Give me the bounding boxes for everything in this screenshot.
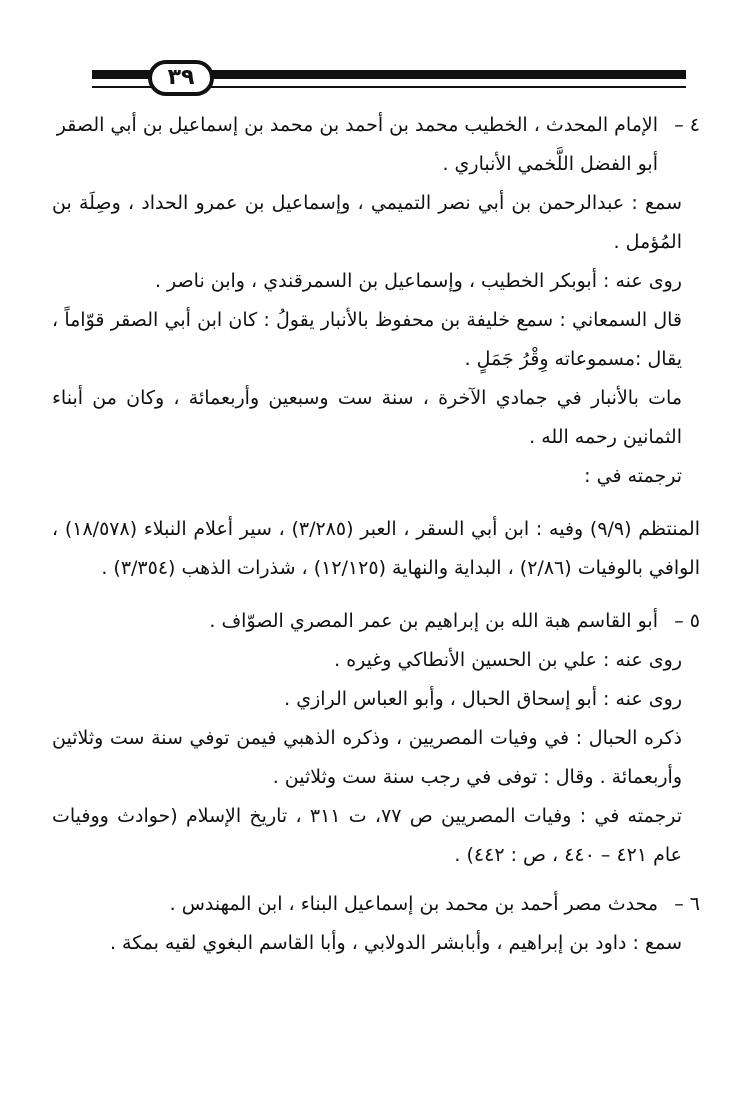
entry-number: ٦ – xyxy=(674,893,700,915)
entry-4-heading xyxy=(52,106,700,184)
entry-title-line: أبو الفضل اللَّخمي الأنباري . xyxy=(442,153,658,175)
entry-4-heard: سمع : عبدالرحمن بن أبي نصر التميمي ، وإسماعيل بن عمرو الحداد ، وصِلَة بن المُؤمل . xyxy=(52,192,682,253)
entry-number: ٥ – xyxy=(674,610,700,632)
entry-title xyxy=(52,106,658,184)
entry-4-biography-label: ترجمته في : xyxy=(584,465,682,487)
entry-5-heading xyxy=(52,602,700,641)
entry-5-mention: ذكره الحبال : في وفيات المصريين ، وذكره الذهبي فيمن توفي سنة ست وثلاثين وأربعمائة . وقال : توفى في رجب سنة ست وثلاثين . xyxy=(52,727,682,788)
entry-6-heading xyxy=(52,885,700,924)
entry-4-narrators: روى عنه : أبوبكر الخطيب ، وإسماعيل بن السمرقندي ، وابن ناصر . xyxy=(154,270,682,292)
page-header xyxy=(0,0,753,110)
entry-4-quote: قال السمعاني : سمع خليفة بن محفوظ بالأنبار يقولُ : كان ابن أبي الصقر قوّاماً ، يقال :مسموعاته وِقْرُ جَمَلٍ . xyxy=(52,309,682,370)
entry-title-line: الإمام المحدث ، الخطيب محمد بن أحمد بن محمد بن إسماعيل بن أبي الصقر xyxy=(56,114,658,136)
page-body xyxy=(52,106,700,963)
entry-5-narrators-1: روى عنه : علي بن الحسين الأنطاكي وغيره . xyxy=(334,649,682,671)
entry-5-narrators-2: روى عنه : أبو إسحاق الحبال ، وأبو العباس الرازي . xyxy=(284,688,682,710)
entry-6-heard: سمع : داود بن إبراهيم ، وأبابشر الدولابي ، وأبا القاسم البغوي لقيه بمكة . xyxy=(109,932,682,954)
entry-4-references: المنتظم (٩/٩) وفيه : ابن أبي السقر ، العبر (٣/٢٨٥) ، سير أعلام النبلاء (١٨/٥٧٨) ، الوافي بالوفيات (٢/٨٦) ، البداية والنهاية (١٢/١٢٥) ، شذرات الذهب (٣/٣٥٤) . xyxy=(52,518,700,579)
entry-title: أبو القاسم هبة الله بن إبراهيم بن عمر المصري الصوّاف . xyxy=(209,610,658,632)
entry-title: محدث مصر أحمد بن محمد بن إسماعيل البناء ، ابن المهندس . xyxy=(169,893,658,915)
page-number: ٣٩ xyxy=(148,60,214,96)
entry-5-references: ترجمته في : وفيات المصريين ص ٧٧، ت ٣١١ ، تاريخ الإسلام (حوادث ووفيات عام ٤٢١ – ٤٤٠ ، ص : ٤٤٢) . xyxy=(52,805,682,866)
entry-4-death: مات بالأنبار في جمادي الآخرة ، سنة ست وسبعين وأربعمائة ، وكان من أبناء الثمانين رحمه الله . xyxy=(52,387,682,448)
entry-number: ٤ – xyxy=(674,114,700,136)
